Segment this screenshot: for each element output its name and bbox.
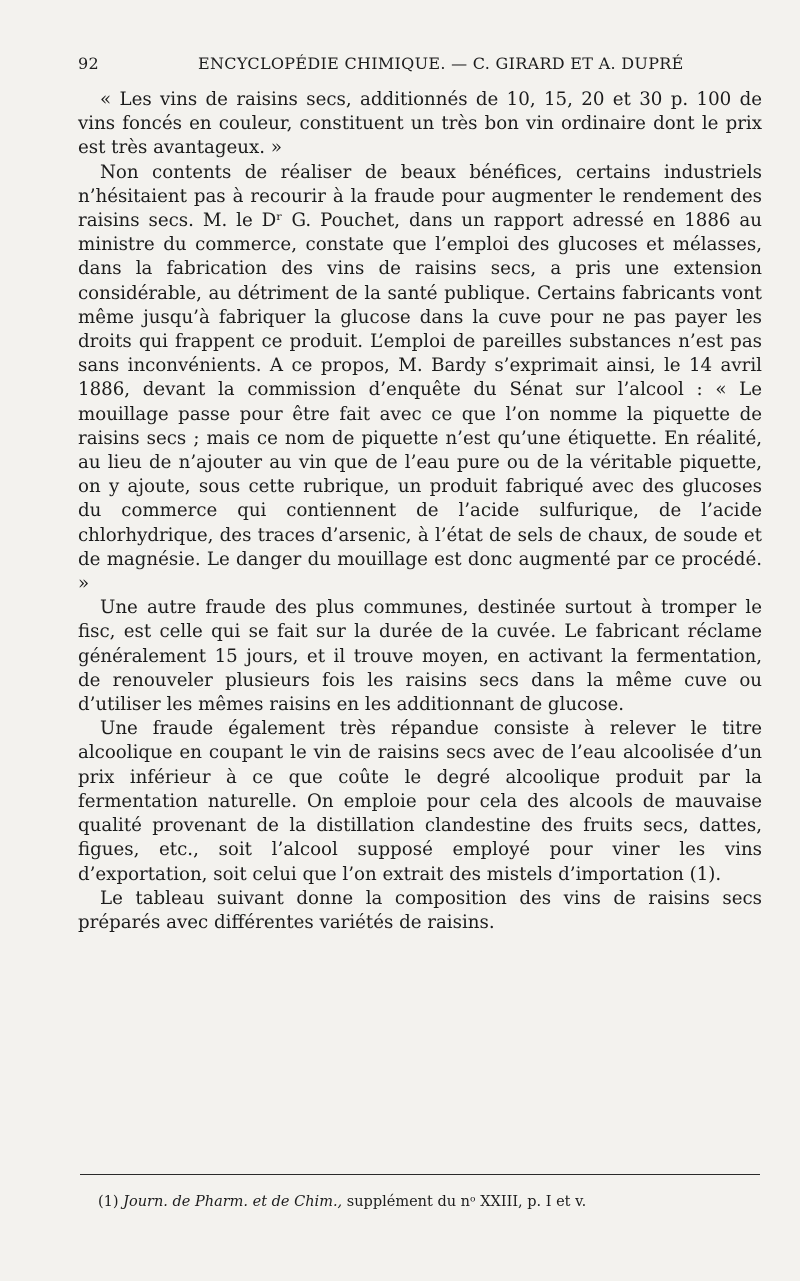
footnote-journal: Journ. de Pharm. et de Chim., <box>123 1194 343 1210</box>
page-header <box>78 54 762 80</box>
paragraph-glucose-fraud: Non contents de réaliser de beaux bénéfices, certains industriels n’hésitaient pas à recourir à la fraude pour augmenter le rendement des raisins secs. M. le Dʳ G. Pouchet, dans un rapport adressé en 1886 au ministre du commerce, constate que l’emploi des glucoses et mélasses, dans la fabrication des vins de raisins secs, a pris une extension considérable, au détriment de la santé publique. Certains fabricants vont même jusqu’à fabriquer la glucose dans la cuve pour ne pas payer les droits qui frappent ce produit. L’emploi de pareilles substances n’est pas sans inconvénients. A ce propos, M. Bardy s’exprimait ainsi, le 14 avril 1886, devant la commission d’enquête du Sénat sur l’alcool : « Le mouillage passe pour être fait avec ce que l’on nomme la piquette de raisins secs ; mais ce nom de piquette n’est qu’une étiquette. En réalité, au lieu de n’ajouter au vin que de l’eau pure ou de la véritable piquette, on y ajoute, sous cette rubrique, un produit fabriqué avec des glucoses du commerce qui contiennent de l’acide sulfurique, de l’acide chlorhydrique, des traces d’arsenic, à l’état de sels de chaux, de soude et de magnésie. Le danger du mouillage est donc augmenté par ce procédé. » <box>78 161 762 595</box>
footnote-divider <box>80 1174 760 1175</box>
footnote <box>98 1192 758 1212</box>
running-head: ENCYCLOPÉDIE CHIMIQUE. — C. GIRARD ET A. DUPRÉ <box>198 54 684 73</box>
footnote-reference: supplément du nᵒ XXIII, p. I et v. <box>346 1194 587 1210</box>
paragraph-quote-raisins-secs: « Les vins de raisins secs, additionnés de 10, 15, 20 et 30 p. 100 de vins foncés en couleur, constituent un très bon vin ordinaire dont le prix est très avantageux. » <box>78 89 762 159</box>
footnote-marker: (1) <box>98 1194 119 1210</box>
paragraph-table-intro: Le tableau suivant donne la composition des vins de raisins secs préparés avec différentes variétés de raisins. <box>78 887 762 933</box>
page-number: 92 <box>78 54 99 73</box>
paragraph-cuvee-fraud: Une autre fraude des plus communes, destinée surtout à tromper le fisc, est celle qui se fait sur la durée de la cuvée. Le fabricant réclame généralement 15 jours, et il trouve moyen, en activant la fermentation, de renouveler plusieurs fois les raisins secs dans la même cuve ou d’utiliser les mêmes raisins en les additionnant de glucose. <box>78 597 762 716</box>
paragraph-alcohol-fraud: Une fraude également très répandue consiste à relever le titre alcoolique en coupant le vin de raisins secs avec de l’eau alcoolisée d’un prix inférieur à ce que coûte le degré alcoolique produit par la fermentation naturelle. On emploie pour cela des alcools de mauvaise qualité provenant de la distillation clandestine des fruits secs, dattes, figues, etc., soit l’alcool supposé employé pour viner les vins d’exportation, soit celui que l’on extrait des mistels d’importation (1). <box>78 718 762 885</box>
body-text <box>78 88 762 935</box>
